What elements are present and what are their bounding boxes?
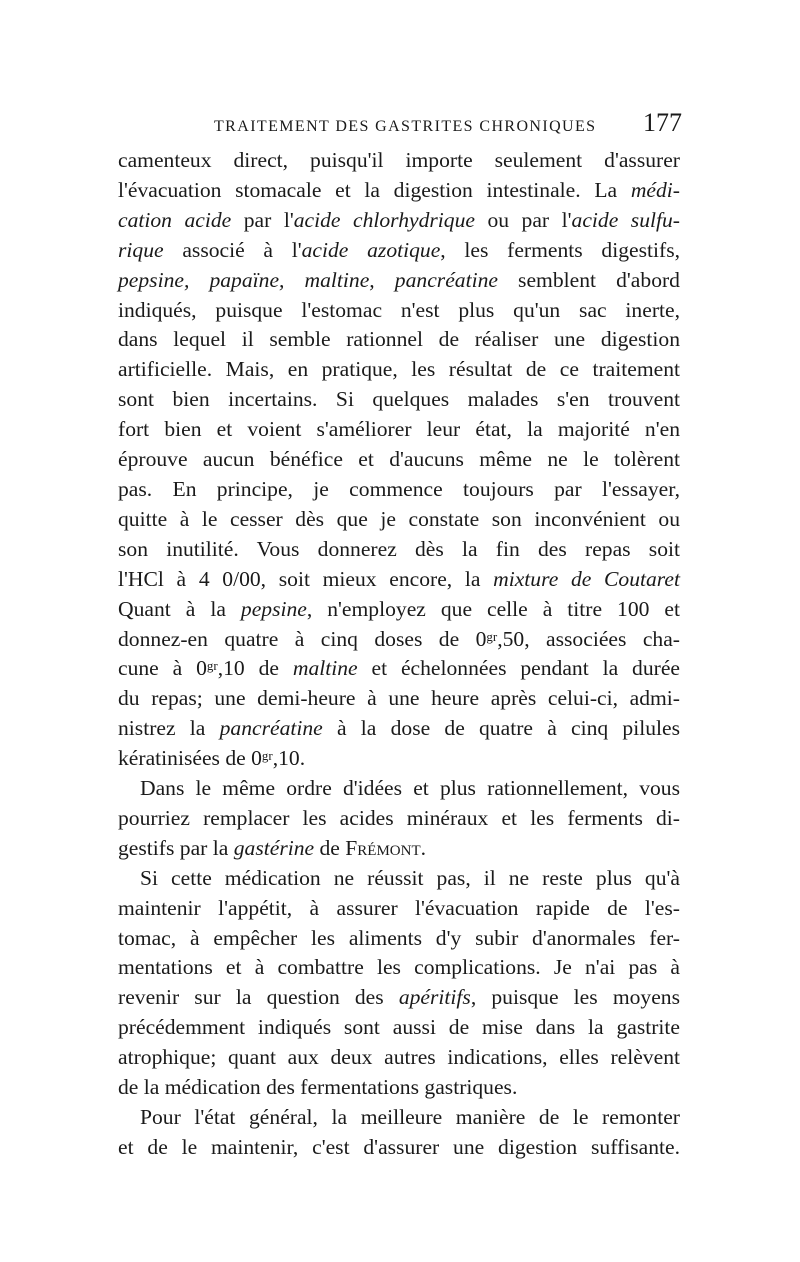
text-line: artificielle. Mais, en pratique, les résultat de ce traitement xyxy=(118,357,680,382)
body-text xyxy=(118,146,680,1163)
text-line: kératinisées de $0^{gr},10$. xyxy=(118,746,306,771)
text-line: son inutilité. Vous donnerez dès la fin des repas soit xyxy=(118,536,680,561)
text-line: atrophique; quant aux deux autres indications, elles relèvent xyxy=(118,1045,680,1070)
text-line: revenir sur la question des apéritifs, puisque les moyens xyxy=(118,985,680,1010)
running-title: TRAITEMENT DES GASTRITES CHRONIQUES xyxy=(214,118,597,135)
text-line: fort bien et voient s'améliorer leur état, la majorité n'en xyxy=(118,417,680,442)
text-line: éprouve aucun bénéfice et d'aucuns même ne le tolèrent xyxy=(118,447,680,472)
text-line: cune à $0^{gr},10$ de maltine et échelonnées pendant la durée xyxy=(118,656,681,681)
text-line: quitte à le cesser dès que je constate son inconvénient ou xyxy=(118,506,680,531)
text-line: sont bien incertains. Si quelques malades s'en trouvent xyxy=(118,387,680,412)
paragraph-first-line: Pour l'état général, la meilleure manière de le remonter xyxy=(140,1105,680,1129)
text-line: pas. En principe, je commence toujours par l'essayer, xyxy=(118,476,680,501)
text-line: mentations et à combattre les complications. Je n'ai pas à xyxy=(118,955,680,980)
text-line: rique associé à l'acide azotique, les ferments digestifs, xyxy=(118,237,680,262)
text-line: précédemment indiqués sont aussi de mise dans la gastrite xyxy=(118,1015,680,1040)
text-line: camenteux direct, puisqu'il importe seulement d'assurer xyxy=(118,148,680,172)
page-number: 177 xyxy=(643,108,682,137)
text-line: et de le maintenir, c'est d'assurer une digestion suffisante. xyxy=(118,1134,680,1159)
text-line: du repas; une demi-heure à une heure après celui-ci, admi- xyxy=(118,686,680,711)
paragraph-first-line: Si cette médication ne réussit pas, il ne reste plus qu'à xyxy=(140,865,680,890)
text-line: pourriez remplacer les acides minéraux et les ferments di- xyxy=(118,805,680,830)
text-line: donnez-en quatre à cinq doses de $0^{gr},50$, associées cha- xyxy=(118,626,680,651)
text-line: l'évacuation stomacale et la digestion intestinale. La médi- xyxy=(118,177,680,202)
text-line: de la médication des fermentations gastriques. xyxy=(118,1075,518,1100)
page-header xyxy=(118,108,682,144)
text-line: dans lequel il semble rationnel de réaliser une digestion xyxy=(118,327,680,352)
text-line: cation acide par l'acide chlorhydrique ou par l'acide sulfu- xyxy=(118,207,680,232)
text-line: pepsine, papaïne, maltine, pancréatine semblent d'abord xyxy=(118,267,680,292)
paragraph-first-line: Dans le même ordre d'idées et plus rationnellement, vous xyxy=(140,776,680,801)
text-line: indiqués, puisque l'estomac n'est plus qu'un sac inerte, xyxy=(118,297,680,322)
text-line: l'HCl à 4 0/00, soit mieux encore, la mixture de Coutaret xyxy=(118,566,680,591)
text-line: tomac, à empêcher les aliments d'y subir d'anormales fer- xyxy=(118,925,680,950)
text-line: Quant à la pepsine, n'employez que celle à titre 100 et xyxy=(118,596,681,621)
text-line: maintenir l'appétit, à assurer l'évacuation rapide de l'es- xyxy=(118,895,680,920)
text-line: gestifs par la gastérine de Frémont. xyxy=(118,835,427,860)
author-name: Frémont xyxy=(345,835,421,860)
text-line: nistrez la pancréatine à la dose de quatre à cinq pilules xyxy=(118,716,680,741)
